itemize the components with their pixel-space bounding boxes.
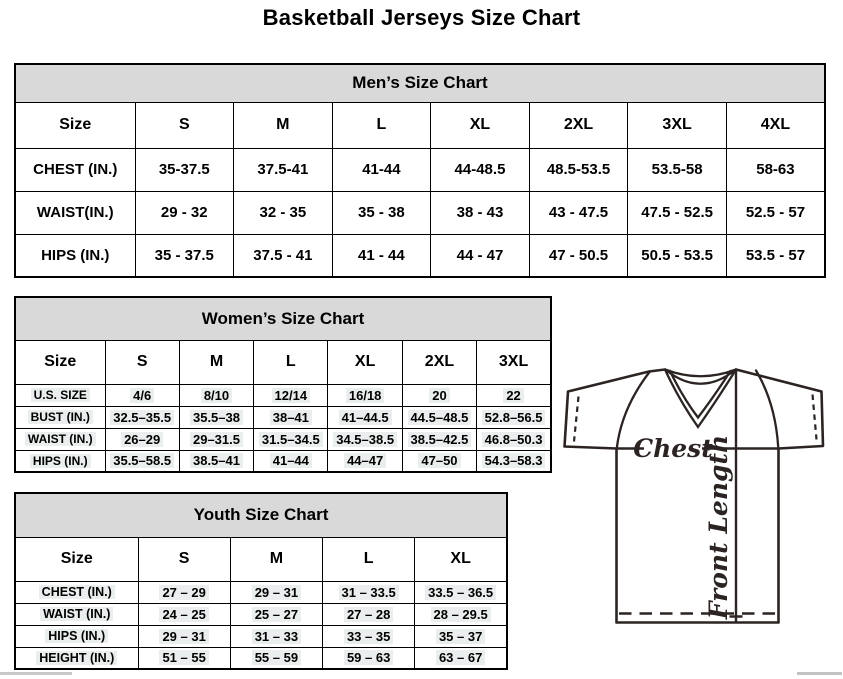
value-cell — [477, 428, 551, 450]
table-row — [15, 406, 551, 428]
column-header: S — [105, 340, 179, 384]
value-cell — [402, 406, 476, 428]
value-cell — [230, 647, 322, 669]
value-cell — [328, 428, 402, 450]
value-cell — [254, 406, 328, 428]
cell-value: 51 – 55 — [159, 650, 208, 665]
value-cell — [323, 625, 415, 647]
row-label-cell — [15, 603, 138, 625]
value-cell — [402, 384, 476, 406]
cell-value: 32 - 35 — [259, 204, 307, 221]
cell-value: 26–29 — [121, 432, 163, 447]
cell-value: 4/6 — [130, 388, 154, 403]
value-cell — [105, 428, 179, 450]
cell-value: 35.5–38 — [190, 410, 243, 425]
value-cell — [431, 148, 530, 191]
cell-value: 8/10 — [201, 388, 232, 403]
row-label: HIPS (IN.) — [45, 629, 108, 643]
front-length-label: Front Length — [704, 434, 733, 620]
value-cell — [529, 191, 628, 234]
cell-value: 24 – 25 — [159, 607, 208, 622]
row-label-cell — [15, 450, 105, 472]
jersey-outline — [565, 370, 824, 623]
column-header: Size — [15, 102, 135, 148]
column-header: 3XL — [628, 102, 727, 148]
cell-value: 47.5 - 52.5 — [641, 204, 713, 221]
cell-value: 41-44 — [362, 161, 401, 178]
value-cell — [138, 625, 230, 647]
column-header: 2XL — [529, 102, 628, 148]
row-label: WAIST (IN.) — [40, 607, 113, 621]
cell-value: 12/14 — [272, 388, 311, 403]
column-header: Size — [15, 537, 138, 581]
value-cell — [234, 148, 333, 191]
front-length-measure-line — [730, 370, 743, 622]
cell-value: 34.5–38.5 — [333, 432, 397, 447]
cell-value: 27 – 28 — [344, 607, 393, 622]
cell-value: 31 – 33.5 — [339, 585, 399, 600]
cell-value: 53.5 - 57 — [745, 246, 806, 264]
column-header: 2XL — [402, 340, 476, 384]
table-row — [15, 234, 825, 277]
value-cell — [105, 406, 179, 428]
value-cell — [135, 191, 234, 234]
cell-value: 44-48.5 — [454, 161, 506, 178]
column-header: L — [254, 340, 328, 384]
column-header: S — [135, 102, 234, 148]
value-cell — [529, 148, 628, 191]
row-label: WAIST (IN.) — [25, 432, 96, 446]
cell-value: 41–44.5 — [339, 410, 392, 425]
value-cell — [529, 234, 628, 277]
chest-label: Chest — [633, 434, 713, 463]
men-table — [14, 63, 826, 278]
cell-value: 27 – 29 — [159, 585, 208, 600]
value-cell — [628, 191, 727, 234]
value-cell — [105, 450, 179, 472]
value-cell — [402, 428, 476, 450]
table-row — [15, 450, 551, 472]
cell-value: 37.5-41 — [257, 161, 309, 178]
cell-value: 44–47 — [344, 453, 386, 468]
value-cell — [138, 647, 230, 669]
table-row — [15, 428, 551, 450]
cell-value: 48.5-53.5 — [546, 161, 611, 178]
value-cell — [328, 384, 402, 406]
cell-value: 22 — [503, 388, 523, 403]
value-cell — [332, 148, 431, 191]
value-cell — [628, 148, 727, 191]
value-cell — [431, 234, 530, 277]
cell-value: 38–41 — [270, 410, 312, 425]
youth-table — [14, 492, 508, 670]
row-label-cell — [15, 428, 105, 450]
table-title: Youth Size Chart — [15, 493, 507, 537]
cell-value: 43 - 47.5 — [548, 204, 609, 221]
cell-value: 44.5–48.5 — [408, 410, 472, 425]
value-cell — [323, 647, 415, 669]
value-cell — [230, 603, 322, 625]
column-header: L — [332, 102, 431, 148]
value-cell — [415, 647, 507, 669]
cell-value: 35-37.5 — [158, 161, 210, 178]
cuff-stitch-dashes — [574, 395, 817, 442]
cell-value: 37.5 - 41 — [253, 246, 313, 264]
cell-value: 38 - 43 — [456, 204, 504, 221]
row-label-cell — [15, 384, 105, 406]
row-label: HIPS (IN.) — [41, 246, 110, 264]
row-label-cell — [15, 647, 138, 669]
column-header: M — [234, 102, 333, 148]
scrollbar-fragment-right — [797, 672, 842, 675]
cell-value: 16/18 — [346, 388, 385, 403]
column-header: Size — [15, 340, 105, 384]
cell-value: 47 - 50.5 — [548, 246, 609, 264]
cell-value: 32.5–35.5 — [110, 410, 174, 425]
cell-value: 29 – 31 — [252, 585, 301, 600]
value-cell — [179, 384, 253, 406]
row-label: WAIST(IN.) — [36, 204, 114, 221]
table-row — [15, 148, 825, 191]
value-cell — [431, 191, 530, 234]
value-cell — [328, 406, 402, 428]
value-cell — [332, 234, 431, 277]
table-title-row — [15, 493, 507, 537]
value-cell — [477, 450, 551, 472]
row-label-cell — [15, 148, 135, 191]
armhole-seams — [617, 371, 778, 449]
cell-value: 20 — [429, 388, 449, 403]
cell-value: 35 – 37 — [436, 629, 485, 644]
row-label-cell — [15, 406, 105, 428]
collar-lines — [665, 370, 736, 428]
column-header: XL — [415, 537, 507, 581]
value-cell — [328, 450, 402, 472]
value-cell — [726, 234, 825, 277]
value-cell — [135, 148, 234, 191]
value-cell — [230, 625, 322, 647]
table-row — [15, 581, 507, 603]
cell-value: 31 – 33 — [252, 629, 301, 644]
cell-value: 33 – 35 — [344, 629, 393, 644]
table-title-row — [15, 297, 551, 340]
cell-value: 59 – 63 — [344, 650, 393, 665]
column-header: XL — [431, 102, 530, 148]
value-cell — [138, 603, 230, 625]
table-title: Men’s Size Chart — [15, 64, 825, 102]
scrollbar-fragment-left — [0, 672, 72, 675]
value-cell — [726, 191, 825, 234]
value-cell — [415, 625, 507, 647]
value-cell — [234, 234, 333, 277]
value-cell — [138, 581, 230, 603]
value-cell — [179, 450, 253, 472]
cell-value: 52.8–56.5 — [482, 410, 546, 425]
womens-size-chart — [14, 296, 552, 473]
value-cell — [323, 581, 415, 603]
value-cell — [230, 581, 322, 603]
value-cell — [628, 234, 727, 277]
row-label: HEIGHT (IN.) — [36, 651, 117, 665]
value-cell — [332, 191, 431, 234]
cell-value: 28 – 29.5 — [431, 607, 491, 622]
value-cell — [135, 234, 234, 277]
cell-value: 25 – 27 — [252, 607, 301, 622]
cell-value: 46.8–50.3 — [482, 432, 546, 447]
value-cell — [254, 384, 328, 406]
cell-value: 47–50 — [418, 453, 460, 468]
value-cell — [477, 406, 551, 428]
column-header: 4XL — [726, 102, 825, 148]
cell-value: 58-63 — [756, 161, 795, 178]
page-title: Basketball Jerseys Size Chart — [262, 5, 581, 30]
cell-value: 41–44 — [270, 453, 312, 468]
row-label-cell — [15, 234, 135, 277]
row-label-cell — [15, 191, 135, 234]
value-cell — [323, 603, 415, 625]
row-label: U.S. SIZE — [31, 388, 90, 402]
cell-value: 35 - 37.5 — [154, 246, 214, 264]
column-header: 3XL — [477, 340, 551, 384]
value-cell — [234, 191, 333, 234]
table-row — [15, 625, 507, 647]
table-row — [15, 603, 507, 625]
column-header: L — [323, 537, 415, 581]
row-label-cell — [15, 581, 138, 603]
value-cell — [105, 384, 179, 406]
value-cell — [726, 148, 825, 191]
cell-value: 55 – 59 — [252, 650, 301, 665]
cell-value: 33.5 – 36.5 — [425, 585, 496, 600]
mens-size-chart — [14, 63, 826, 278]
cell-value: 31.5–34.5 — [259, 432, 323, 447]
cell-value: 35.5–58.5 — [110, 453, 174, 468]
row-label: HIPS (IN.) — [30, 454, 91, 468]
women-table — [14, 296, 552, 473]
column-header: M — [230, 537, 322, 581]
cell-value: 54.3–58.3 — [482, 453, 546, 468]
value-cell — [179, 406, 253, 428]
row-label-cell — [15, 625, 138, 647]
cell-value: 38.5–42.5 — [408, 432, 472, 447]
row-label: CHEST (IN.) — [33, 161, 118, 178]
table-title: Women’s Size Chart — [15, 297, 551, 340]
cell-value: 41 - 44 — [358, 246, 405, 264]
cell-value: 63 – 67 — [436, 650, 485, 665]
table-row — [15, 384, 551, 406]
value-cell — [254, 450, 328, 472]
column-header-row — [15, 537, 507, 581]
cell-value: 53.5-58 — [651, 161, 703, 178]
column-header-row — [15, 340, 551, 384]
cell-value: 29 - 32 — [160, 204, 208, 221]
cell-value: 44 - 47 — [456, 246, 504, 264]
column-header: M — [179, 340, 253, 384]
value-cell — [415, 603, 507, 625]
youth-size-chart — [14, 492, 508, 670]
cell-value: 38.5–41 — [190, 453, 243, 468]
table-row — [15, 647, 507, 669]
value-cell — [402, 450, 476, 472]
table-row — [15, 191, 825, 234]
cell-value: 29–31.5 — [190, 432, 243, 447]
value-cell — [179, 428, 253, 450]
value-cell — [254, 428, 328, 450]
cell-value: 52.5 - 57 — [745, 204, 806, 221]
table-title-row — [15, 64, 825, 102]
value-cell — [477, 384, 551, 406]
cell-value: 29 – 31 — [159, 629, 208, 644]
column-header-row — [15, 102, 825, 148]
row-label: BUST (IN.) — [28, 410, 93, 424]
value-cell — [415, 581, 507, 603]
cell-value: 35 - 38 — [358, 204, 405, 221]
cell-value: 50.5 - 53.5 — [641, 246, 713, 264]
column-header: XL — [328, 340, 402, 384]
row-label: CHEST (IN.) — [39, 585, 115, 599]
column-header: S — [138, 537, 230, 581]
